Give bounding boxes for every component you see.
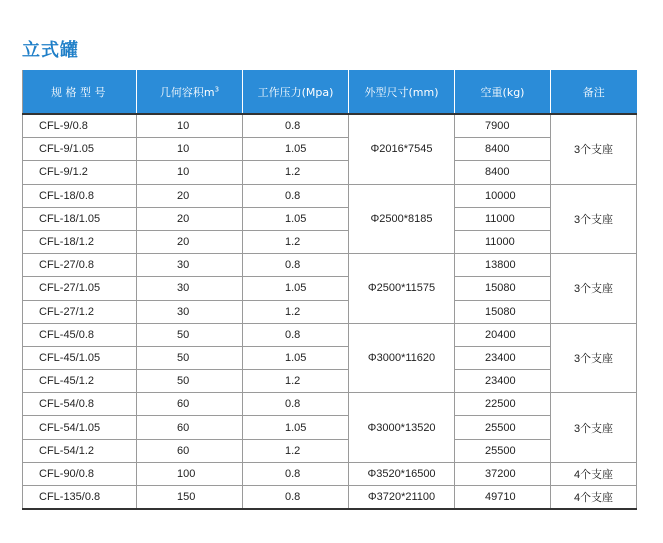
cell-volume: 60 — [137, 393, 243, 416]
cell-dimension: Φ2500*8185 — [349, 184, 455, 254]
cell-volume: 30 — [137, 277, 243, 300]
table-row — [23, 393, 637, 416]
cell-note: 3个支座 — [551, 254, 637, 324]
cell-volume: 20 — [137, 184, 243, 207]
table-row — [23, 439, 637, 462]
table-row — [23, 114, 637, 138]
cell-pressure: 0.8 — [243, 323, 349, 346]
spec-table — [22, 70, 637, 510]
cell-model: CFL-27/1.05 — [23, 277, 137, 300]
cell-volume: 60 — [137, 439, 243, 462]
cell-model: CFL-54/1.2 — [23, 439, 137, 462]
cell-pressure: 1.2 — [243, 439, 349, 462]
cell-model: CFL-9/1.2 — [23, 161, 137, 184]
cell-pressure: 1.2 — [243, 230, 349, 253]
cell-model: CFL-45/1.05 — [23, 346, 137, 369]
cell-volume: 30 — [137, 300, 243, 323]
cell-model: CFL-27/0.8 — [23, 254, 137, 277]
cell-dimension: Φ2016*7545 — [349, 114, 455, 184]
cell-model: CFL-18/1.2 — [23, 230, 137, 253]
cell-volume: 10 — [137, 114, 243, 138]
header-note: 备注 — [551, 70, 637, 114]
table-row — [23, 323, 637, 346]
cell-model: CFL-9/0.8 — [23, 114, 137, 138]
cell-dimension: Φ3000*11620 — [349, 323, 455, 393]
cell-volume: 20 — [137, 207, 243, 230]
cell-model: CFL-90/0.8 — [23, 462, 137, 485]
cell-dimension: Φ2500*11575 — [349, 254, 455, 324]
cell-weight: 10000 — [455, 184, 551, 207]
cell-pressure: 1.05 — [243, 416, 349, 439]
cell-dimension: Φ3520*16500 — [349, 462, 455, 485]
header-weight: 空重(kg) — [455, 70, 551, 114]
header-volume — [137, 70, 243, 114]
cell-weight: 23400 — [455, 370, 551, 393]
cell-volume: 50 — [137, 370, 243, 393]
cell-weight: 23400 — [455, 346, 551, 369]
cell-volume: 50 — [137, 323, 243, 346]
cell-model: CFL-54/0.8 — [23, 393, 137, 416]
table-row — [23, 486, 637, 510]
cell-model: CFL-45/1.2 — [23, 370, 137, 393]
table-row — [23, 230, 637, 253]
cell-model: CFL-54/1.05 — [23, 416, 137, 439]
cell-pressure: 1.2 — [243, 300, 349, 323]
cell-note: 3个支座 — [551, 184, 637, 254]
cell-weight: 15080 — [455, 277, 551, 300]
cell-model: CFL-45/0.8 — [23, 323, 137, 346]
table-row — [23, 370, 637, 393]
header-pressure: 工作压力(Mpa) — [243, 70, 349, 114]
cell-volume: 100 — [137, 462, 243, 485]
cell-pressure: 1.05 — [243, 207, 349, 230]
table-row — [23, 416, 637, 439]
table-body — [23, 114, 637, 509]
cell-pressure: 0.8 — [243, 184, 349, 207]
cell-weight: 25500 — [455, 439, 551, 462]
table-row — [23, 346, 637, 369]
cell-model: CFL-135/0.8 — [23, 486, 137, 510]
table-row — [23, 254, 637, 277]
cell-weight: 22500 — [455, 393, 551, 416]
cell-note: 3个支座 — [551, 323, 637, 393]
header-volume-sup: 3 — [214, 84, 220, 93]
cell-volume: 60 — [137, 416, 243, 439]
cell-pressure: 0.8 — [243, 393, 349, 416]
cell-model: CFL-27/1.2 — [23, 300, 137, 323]
cell-model: CFL-18/0.8 — [23, 184, 137, 207]
cell-volume: 10 — [137, 138, 243, 161]
cell-note: 3个支座 — [551, 393, 637, 463]
cell-pressure: 0.8 — [243, 254, 349, 277]
cell-weight: 15080 — [455, 300, 551, 323]
table-row — [23, 300, 637, 323]
table-row — [23, 138, 637, 161]
cell-weight: 37200 — [455, 462, 551, 485]
cell-pressure: 0.8 — [243, 114, 349, 138]
cell-note: 4个支座 — [551, 486, 637, 510]
cell-pressure: 1.05 — [243, 138, 349, 161]
cell-pressure: 1.05 — [243, 277, 349, 300]
cell-note: 3个支座 — [551, 114, 637, 184]
cell-volume: 30 — [137, 254, 243, 277]
cell-weight: 13800 — [455, 254, 551, 277]
table-header — [23, 70, 637, 114]
header-model: 规 格 型 号 — [23, 70, 137, 114]
cell-dimension: Φ3000*13520 — [349, 393, 455, 463]
cell-pressure: 0.8 — [243, 486, 349, 510]
cell-volume: 150 — [137, 486, 243, 510]
cell-weight: 8400 — [455, 138, 551, 161]
cell-weight: 11000 — [455, 230, 551, 253]
cell-volume: 50 — [137, 346, 243, 369]
table-row — [23, 161, 637, 184]
cell-volume: 20 — [137, 230, 243, 253]
cell-weight: 8400 — [455, 161, 551, 184]
cell-pressure: 0.8 — [243, 462, 349, 485]
table-row — [23, 277, 637, 300]
table-row — [23, 184, 637, 207]
table-row — [23, 462, 637, 485]
cell-weight: 49710 — [455, 486, 551, 510]
cell-pressure: 1.2 — [243, 370, 349, 393]
cell-volume: 10 — [137, 161, 243, 184]
cell-model: CFL-9/1.05 — [23, 138, 137, 161]
cell-pressure: 1.2 — [243, 161, 349, 184]
table-row — [23, 207, 637, 230]
cell-dimension: Φ3720*21100 — [349, 486, 455, 510]
cell-weight: 11000 — [455, 207, 551, 230]
page-title: 立式罐 — [22, 40, 79, 61]
cell-weight: 7900 — [455, 114, 551, 138]
cell-model: CFL-18/1.05 — [23, 207, 137, 230]
header-dimension: 外型尺寸(mm) — [349, 70, 455, 114]
cell-note: 4个支座 — [551, 462, 637, 485]
cell-weight: 20400 — [455, 323, 551, 346]
cell-pressure: 1.05 — [243, 346, 349, 369]
header-volume-text: 几何容积m — [159, 85, 215, 99]
cell-weight: 25500 — [455, 416, 551, 439]
